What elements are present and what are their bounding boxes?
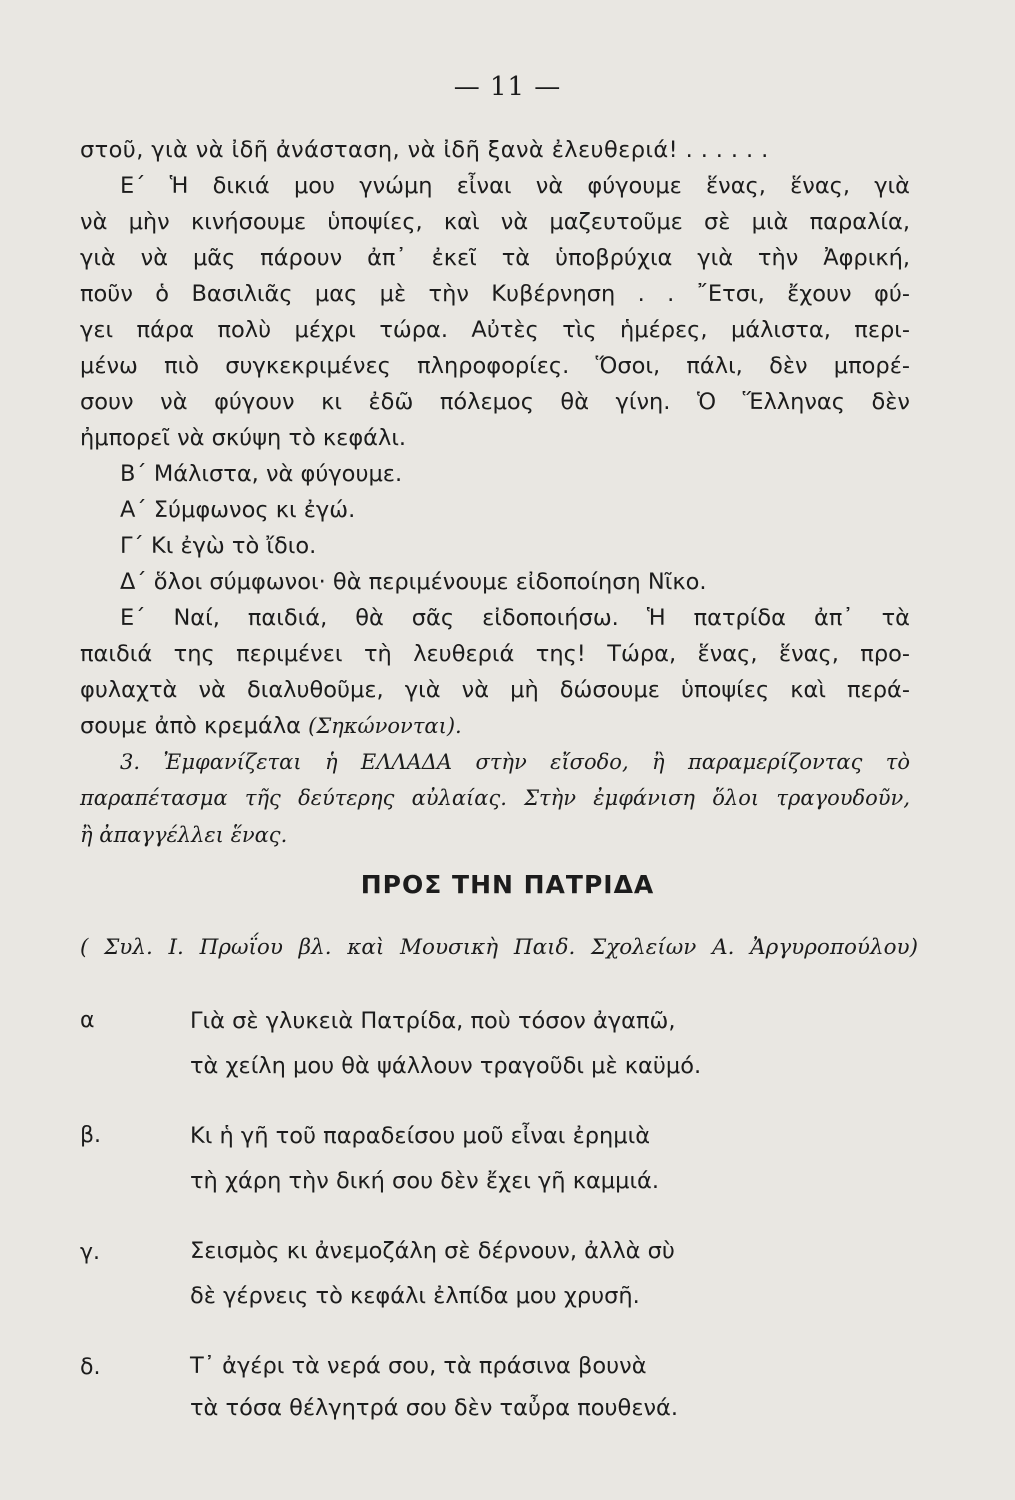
stanza-line: Γιὰ σὲ γλυκειὰ Πατρίδα, ποὺ τόσον ἀγαπῶ, [190,1008,676,1034]
prose-line: γιὰ νὰ μᾶς πάρουν ἀπ᾿ ἐκεῖ τὰ ὑποβρύχια γιὰ τὴν Ἀφρική, [80,245,910,271]
stanza-line: τὰ χείλη μου θὰ ψάλλουν τραγοῦδι μὲ καϋμό. [190,1053,702,1079]
prose-line: στοῦ, γιὰ νὰ ἰδῆ ἀνάσταση, νὰ ἰδῆ ξανὰ ἐλευθεριά! . . . . . . [80,137,769,163]
prose-line: σουν νὰ φύγουν κι ἐδῶ πόλεμος θὰ γίνη. Ὁ Ἕλληνας δὲν [80,389,910,415]
prose-line: Α΄ Σύμφωνος κι ἐγώ. [120,497,356,523]
stanza-line: τὴ χάρη τὴν δική σου δὲν ἔχει γῆ καμμιά. [190,1168,660,1194]
stanza-line: Σεισμὸς κι ἀνεμοζάλη σὲ δέρνουν, ἀλλὰ σὺ [190,1238,675,1264]
stanza-line: Κι ἡ γῆ τοῦ παραδείσου μοῦ εἶναι ἐρημιὰ [190,1123,651,1149]
poem-title: ΠΡΟΣ ΤΗΝ ΠΑΤΡΙΔΑ [360,870,655,899]
prose-line: γει πάρα πολὺ μέχρι τώρα. Αὐτὲς τὶς ἡμέρες, μάλιστα, περι- [80,317,910,343]
stanza-label: γ. [80,1240,101,1265]
prose-line: Γ΄ Κι ἐγὼ τὸ ἴδιο. [120,533,317,559]
stanza-label: β. [80,1123,102,1148]
poem-source: ( Συλ. Ι. Πρωΐου βλ. καὶ Μουσικὴ Παιδ. Σχολείων Α. Ἀργυροπούλου) [80,935,918,960]
prose-line-text: σουμε ἀπὸ κρεμάλα [80,713,301,739]
stanza-label: α [80,1008,95,1033]
prose-line: ποῦν ὁ Βασιλιᾶς μας μὲ τὴν Κυβέρνηση . . ῎Ετσι, ἔχουν φύ- [80,281,910,307]
prose-line [80,711,910,741]
prose-line: μένω πιὸ συγκεκριμένες πληροφορίες. Ὅσοι, πάλι, δὲν μπορέ- [80,353,910,379]
prose-line: Β΄ Μάλιστα, νὰ φύγουμε. [120,461,403,487]
prose-line: Δ΄ ὅλοι σύμφωνοι· θὰ περιμένουμε εἰδοποίηση Νῖκο. [120,569,707,595]
prose-line: Ε΄ Ἡ δικιά μου γνώμη εἶναι νὰ φύγουμε ἕνας, ἕνας, γιὰ [120,173,910,199]
prose-line: νὰ μὴν κινήσουμε ὑποψίες, καὶ νὰ μαζευτοῦμε σὲ μιὰ παραλία, [80,209,910,235]
prose-line: ἠμπορεῖ νὰ σκύψη τὸ κεφάλι. [80,425,407,451]
direction-line: ἢ ἀπαγγέλλει ἕνας. [80,823,288,847]
stage-direction: (Σηκώνονται). [308,714,462,738]
direction-line: παραπέτασμα τῆς δεύτερης αὐλαίας. Στὴν ἐμφάνιση ὅλοι τραγουδοῦν, [80,786,910,810]
stanza-line: τὰ τόσα θέλγητρά σου δὲν ταὖρα πουθενά. [190,1395,679,1421]
prose-line: φυλαχτὰ νὰ διαλυθοῦμε, γιὰ νὰ μὴ δώσουμε ὑποψίες καὶ περά- [80,677,910,703]
stanza-label: δ. [80,1355,101,1380]
prose-line: παιδιά της περιμένει τὴ λευθεριά της! Τώρα, ἕνας, ἕνας, προ- [80,641,910,667]
stanza-line: δὲ γέρνεις τὸ κεφάλι ἐλπίδα μου χρυσῆ. [190,1283,640,1309]
page-number: — 11 — [453,72,562,102]
prose-line: Ε΄ Ναί, παιδιά, θὰ σᾶς εἰδοποιήσω. Ἡ πατρίδα ἀπ᾿ τὰ [120,605,910,631]
stanza-line: Τ᾿ ἀγέρι τὰ νερά σου, τὰ πράσινα βουνὰ [190,1353,647,1379]
direction-line: 3. Ἐμφανίζεται ἡ ΕΛΛΑΔΑ στὴν εἴσοδο, ἢ παραμερίζοντας τὸ [120,750,910,774]
